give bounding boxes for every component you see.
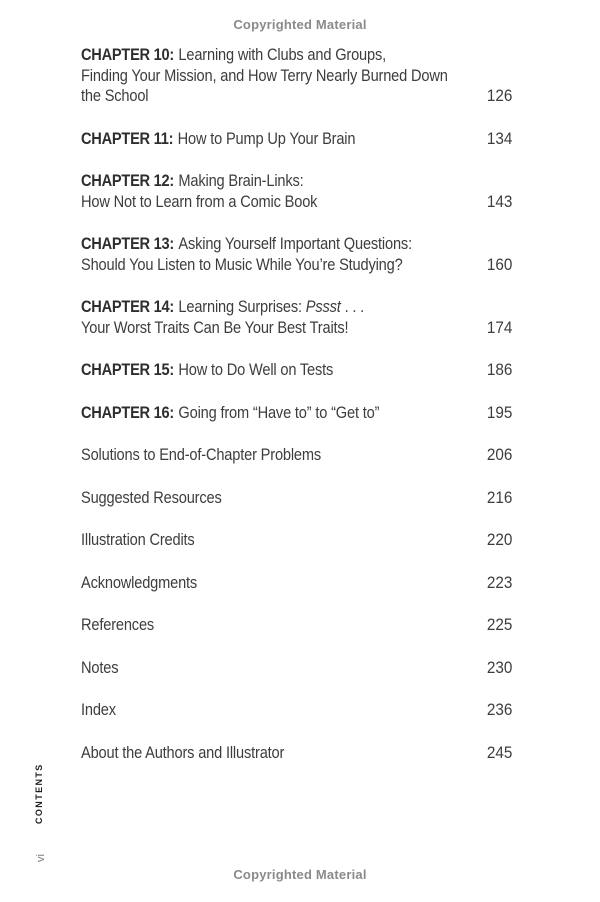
toc-entry-title: [81, 658, 407, 679]
toc-title-line: . . .: [340, 297, 365, 316]
page-folio: vi: [35, 854, 47, 862]
chapter-number-label: CHAPTER 13:: [81, 234, 175, 253]
toc-entry-title: [81, 743, 407, 764]
toc-title-line: Learning with Clubs and Groups,: [178, 45, 387, 64]
toc-entry-chapter-14: [81, 297, 512, 338]
toc-page-number: 220: [486, 530, 512, 549]
toc-page-number: 143: [486, 191, 512, 211]
toc-entry-index: [81, 700, 512, 721]
toc-page-number: 236: [486, 700, 512, 719]
toc-entry-title: [81, 615, 407, 636]
toc-title-line: Learning Surprises:: [178, 297, 306, 316]
toc-entry-title: [81, 129, 407, 150]
toc-page-number: 245: [486, 742, 512, 762]
toc-entry-title: [81, 297, 407, 338]
toc-entry-title: [81, 488, 407, 509]
toc-title-line: Solutions to End-of-Chapter Problems: [81, 445, 322, 464]
toc-page-number: 134: [486, 128, 512, 148]
toc-title-line: Acknowledgments: [81, 572, 198, 592]
toc-title-line: How to Do Well on Tests: [178, 360, 334, 379]
toc-entry-references: [81, 615, 512, 636]
toc-title-line: Index: [81, 700, 116, 719]
toc-title-line: References: [81, 615, 155, 634]
toc-entry-title: [81, 171, 407, 212]
copyright-watermark-bottom: Copyrighted Material: [233, 867, 367, 882]
toc-title-line: Asking Yourself Important Questions:: [178, 234, 412, 253]
toc-title-line: Suggested Resources: [81, 487, 222, 507]
toc-page-number: 216: [486, 487, 512, 507]
toc-title-line: Your Worst Traits Can Be Your Best Traits!: [81, 317, 349, 337]
toc-entry-suggested-resources: [81, 488, 512, 509]
toc-entry-title: [81, 530, 407, 551]
toc-page-number: 174: [486, 317, 512, 337]
toc-entry-about-authors: [81, 743, 512, 764]
chapter-number-label: CHAPTER 11:: [81, 128, 174, 148]
toc-entry-title: [81, 360, 407, 381]
toc-entry-chapter-10: [81, 45, 512, 107]
toc-entry-solutions: [81, 445, 512, 466]
toc-page-number: 230: [486, 657, 512, 677]
toc-page-number: 195: [486, 402, 512, 422]
toc-entry-chapter-15: [81, 360, 512, 381]
toc-entry-title: [81, 700, 407, 721]
toc-title-line: Illustration Credits: [81, 530, 195, 549]
toc-page-number: 223: [486, 572, 512, 592]
toc-entry-title: [81, 445, 407, 466]
toc-title-line: the School: [81, 86, 149, 105]
toc-entry-title: [81, 45, 448, 107]
toc-entry-title: [81, 573, 407, 594]
toc-entry-notes: [81, 658, 512, 679]
toc-title-line: Making Brain-Links:: [178, 171, 304, 190]
toc-entry-chapter-16: [81, 403, 512, 424]
toc-title-line: Going from “Have to” to “Get to”: [178, 402, 380, 422]
toc-title-line: How to Pump Up Your Brain: [177, 128, 356, 148]
toc-title-line: About the Authors and Illustrator: [81, 742, 285, 762]
chapter-number-label: CHAPTER 12:: [81, 171, 175, 190]
toc-entry-acknowledgments: [81, 573, 512, 594]
toc-entry-chapter-11: [81, 129, 512, 150]
chapter-number-label: CHAPTER 10:: [81, 45, 175, 64]
toc-page-number: 160: [486, 254, 512, 274]
table-of-contents: [81, 45, 512, 785]
toc-page-number: 126: [486, 86, 512, 105]
toc-page-number: 225: [486, 615, 512, 634]
toc-title-line: Should You Listen to Music While You’re Studying?: [81, 254, 403, 274]
toc-title-italic-word: Pssst: [305, 297, 341, 316]
toc-title-line: How Not to Learn from a Comic Book: [81, 191, 318, 211]
toc-page-number: 186: [486, 360, 512, 379]
chapter-number-label: CHAPTER 15:: [81, 360, 175, 379]
contents-running-head: CONTENTS: [34, 763, 44, 824]
toc-entry-chapter-13: [81, 234, 512, 275]
copyright-watermark-top: Copyrighted Material: [233, 17, 367, 32]
toc-entry-chapter-12: [81, 171, 512, 212]
chapter-number-label: CHAPTER 14:: [81, 297, 175, 316]
toc-entry-illustration-credits: [81, 530, 512, 551]
toc-entry-title: [81, 234, 412, 275]
chapter-number-label: CHAPTER 16:: [81, 402, 175, 422]
toc-page-number: 206: [486, 445, 512, 464]
toc-entry-title: [81, 403, 407, 424]
toc-title-line: Notes: [81, 657, 119, 677]
toc-title-line: Finding Your Mission, and How Terry Nearly Burned Down: [81, 65, 448, 85]
